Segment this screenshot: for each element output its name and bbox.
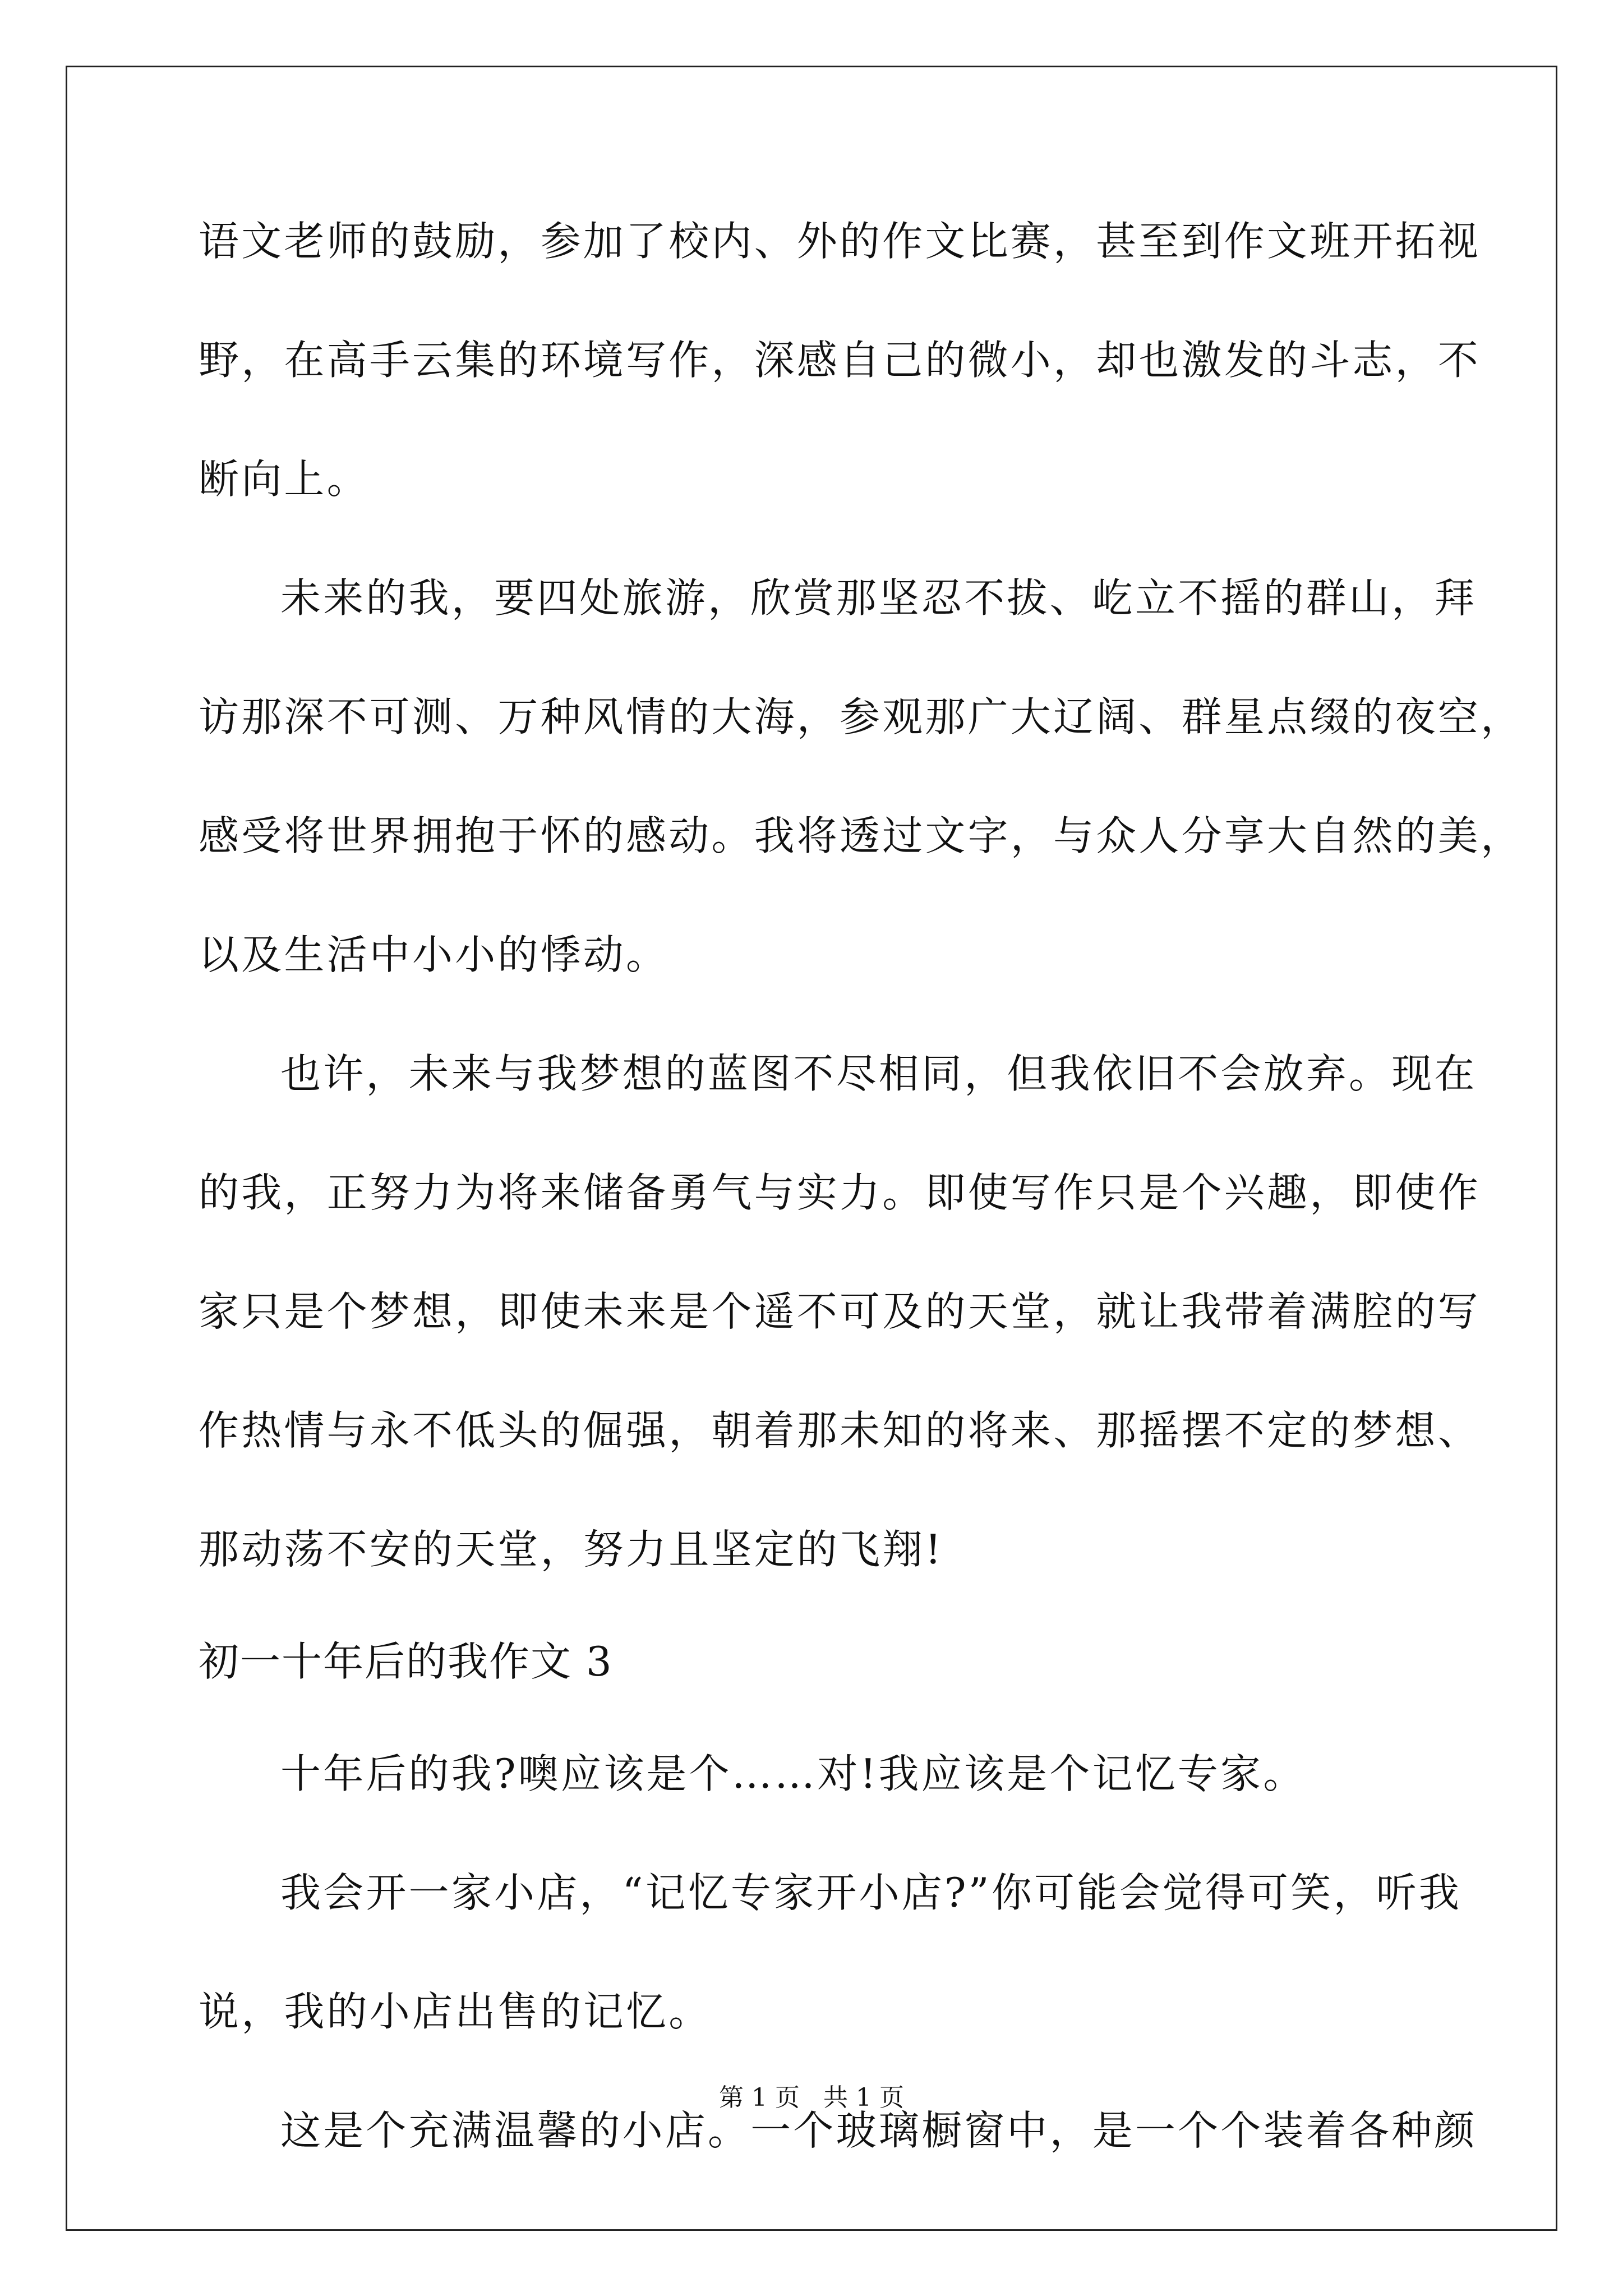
page-footer: 第 1 页 共 1 页 (719, 2083, 904, 2112)
text-line: 感受将世界拥抱于怀的感动。我将透过文字，与众人分享大自然的美， (199, 812, 1524, 859)
text-line: 的我，正努力为将来储备勇气与实力。即使写作只是个兴趣，即使作 (199, 1169, 1481, 1216)
text-line: 语文老师的鼓励，参加了校内、外的作文比赛，甚至到作文班开拓视 (199, 218, 1481, 265)
text-line: 也许，未来与我梦想的蓝图不尽相同，但我依旧不会放弃。现在 (280, 1050, 1477, 1097)
text-line: 断向上。 (199, 455, 370, 503)
text-line: 访那深不可测、万种风情的大海，参观那广大辽阔、群星点缀的夜空， (199, 693, 1524, 740)
text-line: 未来的我，要四处旅游，欣赏那坚忍不拔、屹立不摇的群山，拜 (280, 574, 1477, 622)
text-line: 那动荡不安的天堂，努力且坚定的飞翔! (199, 1526, 944, 1573)
text-line: 我会开一家小店，“记忆专家开小店?”你可能会觉得可笑，听我 (280, 1869, 1462, 1916)
text-line: 作热情与永不低头的倔强，朝着那未知的将来、那摇摆不定的梦想、 (199, 1407, 1481, 1454)
text-line: 这是个充满温馨的小店。一个玻璃橱窗中，是一个个装着各种颜 (280, 2107, 1477, 2154)
text-line: 野，在高手云集的环境写作，深感自己的微小，却也激发的斗志，不 (199, 337, 1481, 384)
section-heading: 初一十年后的我作文 3 (199, 1638, 613, 1685)
text-line: 说，我的小店出售的记忆。 (199, 1988, 712, 2035)
text-line: 十年后的我?噢应该是个……对!我应该是个记忆专家。 (280, 1750, 1306, 1797)
text-line: 家只是个梦想，即使未来是个遥不可及的天堂，就让我带着满腔的写 (199, 1288, 1481, 1335)
text-line: 以及生活中小小的悸动。 (199, 931, 669, 978)
